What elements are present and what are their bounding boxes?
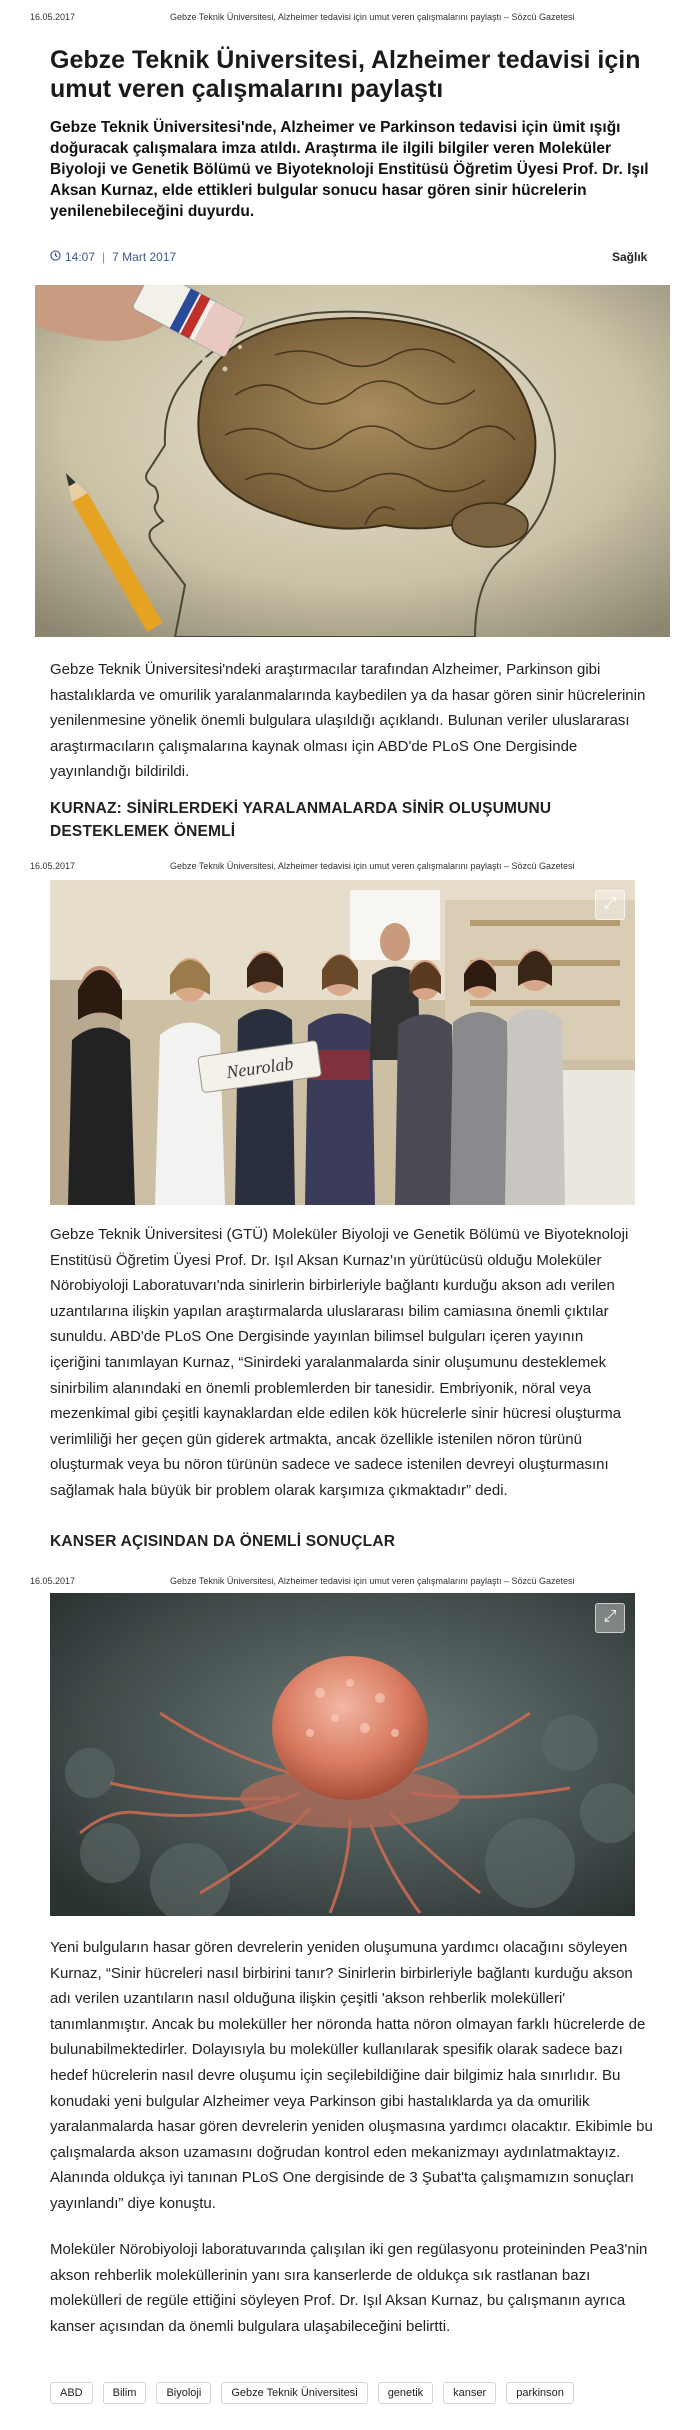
section-heading-2: KANSER AÇISINDAN DA ÖNEMLİ SONUÇLAR: [50, 1533, 396, 1550]
print-header-page-2: [0, 857, 700, 879]
brain-eraser-image: [35, 285, 670, 637]
publish-time: 14:07: [65, 250, 96, 264]
print-header-page-3: [0, 1572, 700, 1594]
print-page-title: Gebze Teknik Üniversitesi, Alzheimer tedavisi için umut veren çalışmalarını paylaştı – Sözcü Gazetesi: [170, 12, 575, 22]
print-date: 16.05.2017: [30, 1576, 76, 1586]
tag-link[interactable]: genetik: [378, 2382, 433, 2404]
tag-link[interactable]: Biyoloji: [156, 2382, 211, 2404]
print-date: 16.05.2017: [30, 12, 76, 22]
article-paragraph-2: Gebze Teknik Üniversitesi (GTÜ) Moleküler Biyoloji ve Genetik Bölümü ve Biyoteknoloji Enstitüsü Öğretim Üyesi Prof. Dr. Işıl Aksan Kurnaz'ın yürütücüsü olduğu Moleküler Nörobiyoloji Laboratuvarı'nda sinirlerin birbirleriyle bağlantı kurduğu akson adı verilen uzantılarına ilişkin yapılan araştırmalarda uluslararası bilim camiasına önemli çıktılar sunuldu. ABD'de PLoS One Dergisinde yayınlan bilimsel bulguları içeren yayının içeriğini tanımlayan Kurnaz, “Sinirdeki yaralanmalarda sinir oluşumunu desteklemek sinirbilim alanındaki en önemli problemlerden bir tanesidir. Embriyonik, nöral veya mezenkimal gibi çeşitli kaynaklardan elde edilen kök hücrelerle sinir hücresi oluşturma verimliliği her geçen gün giderek artmakta, ancak özellikle istenilen nöron türünü oluşturmak veya bu nöron türünün sadece ve sadece istenilen devreyi oluşturmasını sağlamak hala büyük bir problem olarak karşımıza çıkmaktadır” dedi.: [50, 1226, 629, 1499]
expand-icon[interactable]: ⤢: [595, 890, 625, 920]
tag-link[interactable]: ABD: [50, 2382, 93, 2404]
publish-date: 7 Mart 2017: [112, 250, 177, 264]
expand-icon[interactable]: ⤢: [595, 1603, 625, 1633]
print-page-title: Gebze Teknik Üniversitesi, Alzheimer tedavisi için umut veren çalışmalarını paylaştı – Sözcü Gazetesi: [170, 861, 575, 871]
print-date: 16.05.2017: [30, 861, 76, 871]
article-paragraph-1: Gebze Teknik Üniversitesi'ndeki araştırmacılar tarafından Alzheimer, Parkinson gibi hastalıklarda ve omurilik yaralanmalarında kaybedilen ya da hasar gören sinir hücrelerinin yenilenmesine yönelik önemli bulgulara ulaşıldığı açıklandı. Bulunan veriler uluslararası araştırmacıların çalışmalarına kaynak olması için ABD'de PLoS One Dergisinde yayınlandığı bildirildi.: [50, 661, 646, 781]
section-heading-1: KURNAZ: SİNİRLERDEKİ YARALANMALARDA SİNİR OLUŞUMUNU DESTEKLEMEK ÖNEMLİ: [50, 800, 552, 840]
article-paragraph-3: Yeni bulguların hasar gören devrelerin yeniden oluşumuna yardımcı olacağını söyleyen Kurnaz, “Sinir hücreleri nasıl birbirini tanır? Sinirlerin birbirleriyle bağlantı kurduğu akson adı verilen uzantıların nasıl olduğuna ilişkin çeşitli 'akson rehberlik molekülleri' tanımlanmıştır. Ancak bu moleküller her nöronda hatta nöron olmayan farklı hücrelerde de bulunabilmektedirler. Dolayısıyla bu moleküller kullanılarak spesifik olarak sadece bazı hedef hücrelerin nasıl devre oluşumu için seçilebildiğine dair bilgimiz hala sınırlıdır. Bu konudaki yeni bulgular Alzheimer veya Parkinson gibi hastalıklarda ya da omurilik yaralanmalarda hasar gören devrelerin yeniden oluşmasına yardımcı olacaktır. Ekibimle bu çalışmalarda akson uzamasını doğrudan kontrol eden mekanizmayı aydınlatmaktayız. Alanında oldukça iyi tanınan PLoS One dergisinde de 3 Şubat'ta çalışmamızın sonuçları yayınlandı” diye konuştu.: [50, 1939, 653, 2212]
article-meta: [50, 250, 176, 264]
tag-link[interactable]: Gebze Teknik Üniversitesi: [221, 2382, 367, 2404]
print-header-page-1: [0, 8, 700, 30]
tag-link[interactable]: kanser: [443, 2382, 496, 2404]
lab-team-photo: [50, 880, 635, 1205]
article-title: Gebze Teknik Üniversitesi, Alzheimer tedavisi için umut veren çalışmalarını paylaştı: [50, 46, 641, 103]
meta-separator: |: [102, 250, 106, 264]
tag-list: [50, 2382, 574, 2404]
print-page-title: Gebze Teknik Üniversitesi, Alzheimer tedavisi için umut veren çalışmalarını paylaştı – Sözcü Gazetesi: [170, 1576, 575, 1586]
tag-link[interactable]: Bilim: [103, 2382, 147, 2404]
cancer-cell-image: [50, 1593, 635, 1916]
tag-link[interactable]: parkinson: [506, 2382, 574, 2404]
category-link[interactable]: Sağlık: [612, 250, 648, 264]
article-lead: Gebze Teknik Üniversitesi'nde, Alzheimer ve Parkinson tedavisi için ümit ışığı doğuracak çalışmalara imza atıldı. Araştırma ile ilgili bilgiler veren Moleküler Biyoloji ve Genetik Bölümü ve Biyoteknoloji Enstitüsü Öğretim Üyesi Prof. Dr. Işıl Aksan Kurnaz, elde ettikleri bulgular sonucu hasar gören sinir hücrelerin yenilenebileceğini duyurdu.: [50, 119, 649, 220]
neurolab-sign-text: Neurolab: [225, 1053, 295, 1083]
article-paragraph-4: Moleküler Nörobiyoloji laboratuvarında çalışılan iki gen regülasyonu proteininden Pea3'nin akson rehberlik moleküllerinin yanı sıra kanserlerde de oldukça sık rastlanan bazı molekülleri de regüle ettiğini söyleyen Prof. Dr. Işıl Aksan Kurnaz, bu çalışmanın ayrıca kanser açısından da önemli bulgulara ulaşabileceğini belirtti.: [50, 2241, 648, 2335]
clock-icon: [50, 250, 61, 264]
